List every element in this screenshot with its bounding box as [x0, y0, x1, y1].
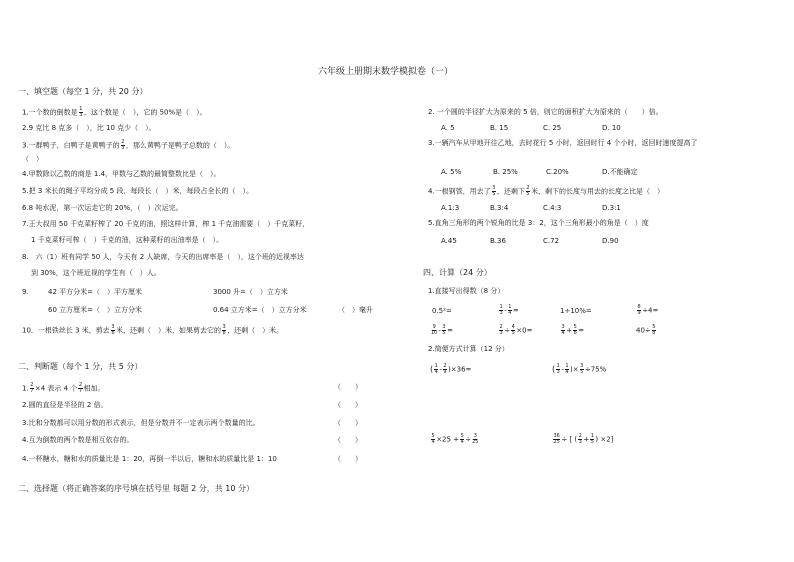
- choice-option[interactable]: C.72: [543, 237, 560, 245]
- judge-item-3: 3.比和分数都可以用分数的形式表示，但是分数并不一定表示两个数量的比。: [22, 419, 260, 427]
- simplify-calc-4: $\frac{36}{25}$ ÷ [ ( $\frac{2}{3}$ + $\frac{1}{5}$ ) ×2]: [553, 433, 614, 445]
- choice-question-3: 3.一辆汽车从甲地开往乙地，去时花行 5 小时，返回时行 4 个小时，返回时速度提高了: [428, 139, 698, 147]
- section-judge-heading: 二、判断题（每个 1 分，共 5 分）: [18, 362, 143, 371]
- judge-answer-box[interactable]: （ ）: [334, 419, 362, 427]
- choice-option[interactable]: B. 25%: [493, 168, 518, 176]
- question-fill-9b: 3000 升=（ ）立方米: [213, 288, 288, 296]
- direct-calc-7: $\frac{3}{4}$ + $\frac{5}{8}$ =: [561, 324, 585, 336]
- page-title: 六年级上册期末数学模拟卷（一）: [318, 67, 454, 77]
- fraction: $\frac{2}{3}$: [578, 433, 582, 445]
- fraction: $\frac{1}{4}$: [508, 304, 512, 316]
- fraction: $\frac{8}{9}$: [637, 304, 641, 316]
- direct-calc-5: $\frac{9}{10}$ - $\frac{3}{5}$ =: [431, 324, 453, 336]
- judge-item-5: 4.一杯糖水，糖和水的质量比是 1：20，再倒一半以后，糖和水的质量比是 1：10: [22, 455, 277, 463]
- choice-option[interactable]: A.1:3: [441, 204, 460, 212]
- fraction: $\frac{2}{7}$: [78, 382, 83, 394]
- question-fill-6: 6.8 吨水泥，第一次运走它的 20%，（ ）次运完。: [22, 204, 183, 212]
- fraction: $\frac{3}{4}$: [561, 324, 565, 336]
- fraction: $\frac{2}{3}$: [121, 139, 125, 151]
- direct-calc-8: 40÷ $\frac{5}{8}$: [636, 324, 656, 336]
- fraction: $\frac{5}{8}$: [652, 324, 656, 336]
- judge-answer-box[interactable]: （ ）: [334, 436, 362, 444]
- question-fill-9e: （ ）毫升: [338, 306, 373, 314]
- fraction: $\frac{5}{4}$: [460, 433, 464, 445]
- choice-question-4: 4.一根钢管，用去了 $\frac{3}{5}$ ，还剩下 $\frac{2}{5}$ 米，剩下的长度与用去的长度之比是（ ）: [428, 185, 665, 197]
- choice-option[interactable]: B.3:4: [490, 204, 509, 212]
- choice-option[interactable]: A.45: [441, 237, 457, 245]
- simplify-calc-heading: 2.简便方式计算（12 分）: [428, 345, 509, 353]
- choice-option[interactable]: B. 15: [490, 124, 509, 132]
- fraction: $\frac{3}{8}$: [222, 324, 226, 336]
- question-fill-4: 4.甲数除以乙数的商是 1.4，甲数与乙数的最简整数比是（ ）。: [22, 170, 221, 178]
- choice-question-5: 5.直角三角形的两个锐角的比是 3：2，这个三角形最小的角是（ ）度: [428, 219, 649, 227]
- fraction: $\frac{3}{8}$: [111, 324, 115, 336]
- fraction: $\frac{2}{3}$: [499, 324, 503, 336]
- fraction: $\frac{1}{3}$: [556, 363, 560, 375]
- fraction: $\frac{4}{5}$: [511, 324, 515, 336]
- choice-option[interactable]: D.90: [602, 237, 619, 245]
- fraction: $\frac{2}{9}$: [443, 363, 447, 375]
- fraction: $\frac{1}{4}$: [434, 363, 438, 375]
- fraction: $\frac{5}{4}$: [431, 433, 435, 445]
- question-fill-7b: 1 千克菜籽可榨（ ）千克的油，这种菜籽的出油率是（ ）。: [31, 236, 224, 244]
- simplify-calc-1: ( $\frac{1}{4}$ - $\frac{2}{9}$ )×36=: [430, 363, 472, 375]
- question-fill-3: 3.一群鸭子，白鸭子是黄鸭子的 $\frac{2}{3}$ ，那么黄鸭子是鸭子总数的（ ）。: [22, 139, 235, 151]
- choice-question-2: 2. 一个圆的半径扩大为原来的 5 倍，则它的面积扩大为原来的（ ）倍。: [428, 108, 663, 116]
- fraction: $\frac{3}{5}$: [442, 324, 446, 336]
- fraction: $\frac{1}{3}$: [499, 304, 503, 316]
- fraction: $\frac{2}{5}$: [526, 185, 530, 197]
- question-fill-9c: 60 立方厘米=（ ）立方分米: [48, 306, 142, 314]
- section-fill-heading: 一、填空题（每空 1 分，共 20 分）: [18, 87, 148, 96]
- judge-answer-box[interactable]: （ ）: [334, 401, 362, 409]
- choice-option[interactable]: A. 5: [441, 124, 455, 132]
- direct-calc-4: $\frac{8}{9}$ ÷4=: [637, 304, 659, 316]
- fraction: $\frac{1}{4}$: [565, 363, 569, 375]
- question-fill-9-number: 9.: [22, 288, 29, 296]
- direct-calc-6: $\frac{2}{3}$ ÷ $\frac{4}{5}$ ×0=: [499, 324, 533, 336]
- question-fill-8a: 8. 六（1）班有同学 50 人，今天有 2 人缺席，今天的出席率是（ ），这个班的近视率达: [22, 253, 304, 261]
- judge-item-4: 4.互为倒数的两个数是相互依存的。: [22, 436, 134, 444]
- question-fill-3-blank: （ ）: [22, 155, 43, 163]
- simplify-calc-3: $\frac{5}{4}$ ×25 + $\frac{5}{4}$ ÷ $\frac{3}{25}$: [431, 433, 479, 445]
- judge-item-1: 1. $\frac{2}{7}$ ×4 表示 4 个 $\frac{2}{7}$ 相加。: [22, 382, 105, 394]
- judge-answer-box[interactable]: （ ）: [334, 455, 362, 463]
- question-fill-2: 2.9 克比 8 克多（ ），比 10 克少（ ）。: [22, 124, 156, 132]
- direct-calc-1: 0.5²=: [432, 307, 452, 315]
- choice-option[interactable]: D.3:1: [602, 204, 621, 212]
- fraction: $\frac{9}{10}$: [431, 324, 438, 336]
- fraction: $\frac{3}{25}$: [472, 433, 479, 445]
- fraction: $\frac{1}{3}$: [79, 106, 83, 118]
- direct-calc-2: $\frac{1}{3}$ - $\frac{1}{4}$ =: [499, 304, 519, 316]
- judge-item-2: 2.圆的直径是半径的 2 倍。: [22, 401, 108, 409]
- fraction: $\frac{5}{8}$: [573, 324, 577, 336]
- choice-option[interactable]: C. 25: [543, 124, 562, 132]
- fraction: $\frac{36}{25}$: [553, 433, 560, 445]
- question-fill-5: 5.把 3 米长的绳子平均分成 5 段，每段长（ ）米，每段占全长的（ ）。: [22, 187, 253, 195]
- question-fill-9d: 0.64 立方米=（ ）立方分米: [213, 306, 307, 314]
- choice-option[interactable]: B.36: [490, 237, 506, 245]
- section-choice-heading: 二、选择题（将正确答案的序号填在括号里 每题 2 分，共 10 分）: [18, 484, 254, 493]
- choice-option[interactable]: A. 5%: [441, 168, 462, 176]
- choice-option[interactable]: C.20%: [546, 168, 569, 176]
- question-fill-10: 10．一根铁丝长 3 米，剪去 $\frac{3}{8}$ 米，还剩（ ）米，如果剪去它的 $\frac{3}{8}$ ，还剩（ ）米。: [22, 324, 284, 336]
- choice-option[interactable]: D. 10: [602, 124, 621, 132]
- simplify-calc-2: ( $\frac{1}{3}$ - $\frac{1}{4}$ )× $\frac{3}{5}$ ÷75%: [552, 363, 607, 375]
- section-calc-heading: 四、计算（24 分）: [423, 268, 492, 277]
- fraction: $\frac{1}{5}$: [590, 433, 594, 445]
- question-fill-9a: 42 平方分米=（ ）平方厘米: [48, 288, 142, 296]
- question-fill-8b: 到 30%，这个班近视的学生有（ ）人。: [31, 269, 161, 277]
- question-fill-7a: 7.王大叔用 50 千克菜籽榨了 20 千克的油，照这样计算，榨 1 千克油需要（ ）千克菜籽，: [22, 220, 310, 228]
- judge-answer-box[interactable]: （ ）: [334, 383, 362, 391]
- direct-calc-3: 1÷10%=: [560, 307, 592, 315]
- fraction: $\frac{2}{7}$: [30, 382, 34, 394]
- choice-option[interactable]: C.4:3: [543, 204, 562, 212]
- question-fill-1: 1.一个数的倒数是 $\frac{1}{3}$ ，这个数是（ ），它的 50%是（ ）。: [22, 106, 207, 118]
- fraction: $\frac{3}{5}$: [492, 185, 496, 197]
- direct-calc-heading: 1.直接写出得数（8 分）: [428, 287, 505, 295]
- fraction: $\frac{3}{5}$: [580, 363, 584, 375]
- choice-option[interactable]: D.不能确定: [602, 168, 638, 176]
